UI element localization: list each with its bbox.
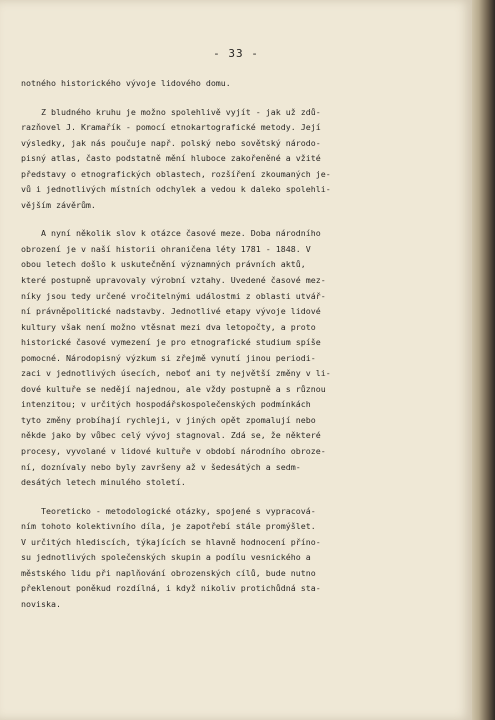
text-line: procesy, vyvolané v lidové kultuře v období národního obroze- bbox=[21, 446, 326, 457]
text-line: městského lidu při naplňování obrozenských cílů, bude nutno bbox=[21, 567, 316, 578]
text-line: vějším závěrům. bbox=[21, 199, 96, 210]
paragraph bbox=[21, 76, 401, 92]
text-line: vů i jednotlivých místních odchylek a vedou k daleko spolehli- bbox=[21, 184, 331, 195]
text-line: výsledky, jak nás poučuje např. polský nebo sovětský národo- bbox=[21, 137, 321, 148]
text-line: ní právněpolitické nadstavby. Jednotlivé etapy vývoje lidové bbox=[21, 306, 321, 317]
text-line: tyto změny probíhají rychleji, v jiných opět zpomalují nebo bbox=[21, 414, 316, 425]
text-line: razňovel J. Kramařík - pomocí etnokartografické metody. Její bbox=[21, 122, 321, 133]
text-line: představy o etnografických oblastech, rozšíření zkoumaných je- bbox=[21, 168, 331, 179]
text-line: notného historického vývoje lidového domu. bbox=[21, 78, 231, 88]
text-line: zaci v jednotlivých úsecích, neboť ani ty největší změny v li- bbox=[21, 368, 331, 379]
text-line: V určitých hlediscích, týkajících se hlavně hodnocení příno- bbox=[21, 536, 321, 547]
text-line: historické časové vymezení je pro etnografické studium spíše bbox=[21, 337, 321, 348]
page-number: - 33 - bbox=[213, 47, 259, 60]
paragraph-gap bbox=[21, 491, 401, 504]
text-line: Z bludného kruhu je možno spolehlivě vyjít - jak už zdů- bbox=[21, 106, 321, 117]
text-line: dové kultuře se nedějí najednou, ale vždy postupně a s různou bbox=[21, 383, 326, 394]
text-line: obou letech došlo k uskutečnění významných právních aktů, bbox=[21, 259, 306, 270]
paragraph-gap bbox=[21, 213, 401, 226]
text-line: pisný atlas, často podstatně mění hluboce zakořeněné a vžité bbox=[21, 153, 321, 164]
body-text bbox=[21, 76, 401, 613]
text-line: su jednotlivých společenských skupin a podílu vesnického a bbox=[21, 552, 311, 563]
text-line: níky jsou tedy určené vročitelnými událostmi z oblasti utvář- bbox=[21, 290, 326, 301]
text-line: překlenout poněkud rozdílná, i když nikoliv protichůdná sta- bbox=[21, 583, 321, 594]
text-line: které postupně upravovaly výrobní vztahy. Uvedené časové mez- bbox=[21, 275, 326, 286]
book-spine bbox=[472, 0, 495, 720]
paragraph bbox=[21, 105, 401, 214]
text-line: intenzitou; v určitých hospodářskospolečenských podmínkách bbox=[21, 399, 311, 410]
text-line: ním tohoto kolektivního díla, je zapotřebí stále promýšlet. bbox=[21, 521, 316, 532]
text-line: noviska. bbox=[21, 598, 61, 609]
text-line: Teoreticko - metodologické otázky, spojené s vypracová- bbox=[21, 505, 316, 516]
text-line: pomocné. Národopisný výzkum si zřejmě vynutí jinou periodi- bbox=[21, 352, 316, 363]
text-line: ní, doznívaly nebo byly završeny až v šedesátých a sedm- bbox=[21, 461, 301, 472]
text-line: kultury však není možno vtěsnat mezi dva letopočty, a proto bbox=[21, 321, 316, 332]
text-line: obrození je v naší historii ohraničena léty 1781 - 1848. V bbox=[21, 243, 311, 254]
paragraph-gap bbox=[21, 92, 401, 105]
text-line: A nyní několik slov k otázce časové meze. Doba národního bbox=[21, 228, 321, 239]
paragraph bbox=[21, 226, 401, 490]
paragraph bbox=[21, 504, 401, 613]
text-line: desátých letech minulého století. bbox=[21, 477, 186, 488]
text-line: někde jako by vůbec celý vývoj stagnoval. Zdá se, že některé bbox=[21, 430, 321, 441]
